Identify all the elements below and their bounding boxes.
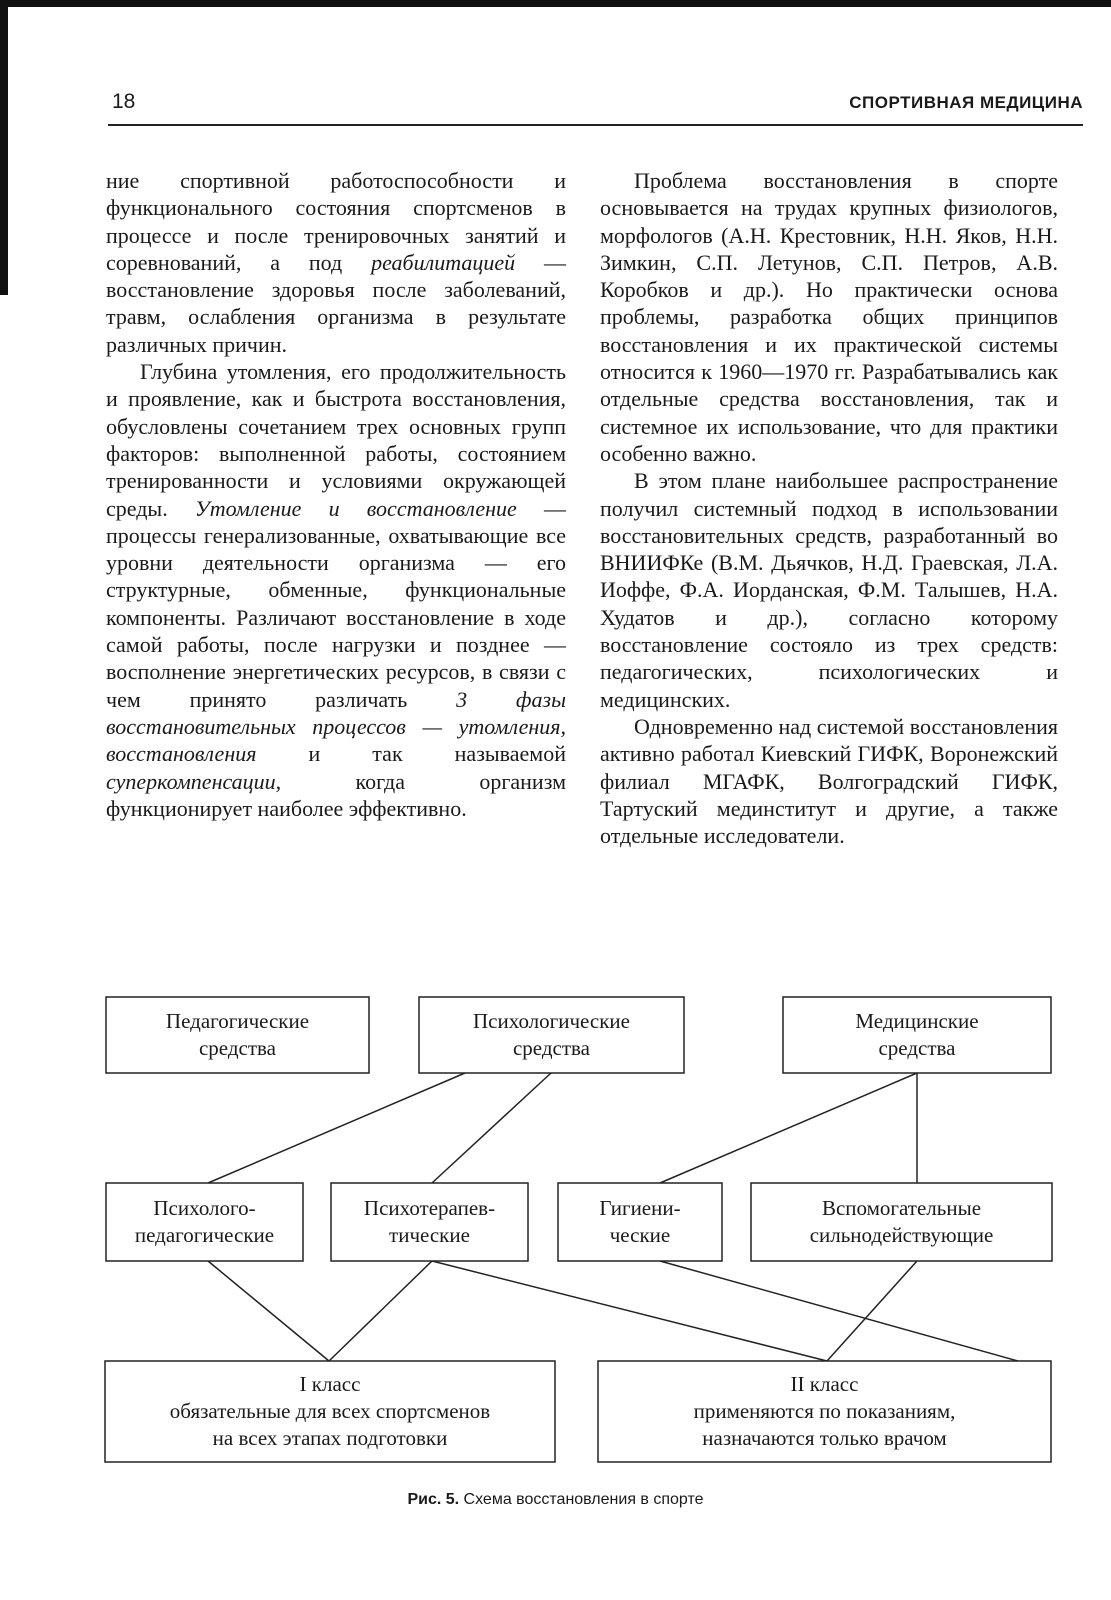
paragraph: В этом плане наибольшее распространение получил системный подход в использовании восстановительных средств, разработанный во ВНИИФКе (В.М. Дьячков, Н.Д. Граевская, Л.А. Иоффе, Ф.А. Иорданская, Ф.М. Талышев, Н.А. Худатов и др.), согласно которому восстановление состояло из трех средств: педагогических, психологических и медицинских. <box>600 468 1058 712</box>
box-label: Гигиени- <box>599 1196 681 1220</box>
box-auxiliary-potent <box>752 1184 1051 1260</box>
box-psychological-means <box>420 998 683 1072</box>
box-label: назначаются только врачом <box>702 1426 947 1450</box>
connector <box>432 1073 551 1183</box>
text-run: — восстановление здоровья после заболеваний, травм, ослабления организма в результате различных причин. <box>106 249 566 357</box>
box-label: тические <box>389 1223 470 1247</box>
box-pedagogical-means <box>107 998 368 1072</box>
figure-caption <box>0 1491 1111 1509</box>
paragraph: Одновременно над системой восстановления активно работал Киевский ГИФК, Воронежский филиал МГАФК, Волгоградский ГИФК, Тартуский мединститут и другие, а также отдельные исследователи. <box>600 713 1058 849</box>
connector <box>208 1261 329 1361</box>
connector <box>329 1261 432 1361</box>
caption-label: Рис. 5. <box>407 1491 460 1508</box>
box-label: I класс <box>299 1372 361 1396</box>
box-label: средства <box>512 1036 590 1060</box>
text-run: — процессы генерализованные, охватывающие все уровни деятельности организма — его структурные, обменные, функциональные компоненты. Различают восстановление в ходе самой работы, после нагрузки и позднее — восполнение энергетических ресурсов, в связи с чем принято различать <box>106 495 566 712</box>
box-label: Педагогические <box>165 1009 310 1033</box>
box-label: применяются по показаниям, <box>693 1399 956 1423</box>
connector <box>660 1073 917 1183</box>
box-label: ческие <box>609 1223 671 1247</box>
box-label: II класс <box>790 1372 859 1396</box>
box-class-2 <box>599 1362 1050 1461</box>
box-label: Психологические <box>473 1009 630 1033</box>
box-label: педагогические <box>134 1223 275 1247</box>
connector <box>432 1261 827 1361</box>
box-psychotherapeutic <box>332 1184 527 1260</box>
box-label: Психолого- <box>153 1196 256 1220</box>
box-medical-means <box>784 998 1050 1072</box>
connector <box>660 1261 1018 1361</box>
page-number: 18 <box>112 90 136 113</box>
box-label: на всех этапах подготовки <box>212 1426 448 1450</box>
text-run: ние спортивной работоспособности и функционального состояния спортсменов в процессе и после тренировочных занятий и соревнований, а под <box>106 168 566 275</box>
box-hygienic <box>559 1184 721 1260</box>
running-title: СПОРТИВНАЯ МЕДИЦИНА <box>849 93 1083 112</box>
text-run: когда организм функционирует наиболее эффективно. <box>106 768 566 821</box>
box-label: средства <box>878 1036 956 1060</box>
box-class-1 <box>106 1362 554 1461</box>
box-label: обязательные для всех спортсменов <box>169 1399 491 1423</box>
box-label: Психотерапев- <box>363 1196 496 1220</box>
connector <box>208 1073 465 1183</box>
box-label: сильнодействующие <box>809 1223 994 1247</box>
paragraph: Проблема восстановления в спорте основывается на трудах крупных физиологов, морфологов (А.Н. Крестовник, Н.Н. Яков, Н.Н. Зимкин, С.П. Летунов, С.П. Петров, А.В. Коробков и др.). Но практически основа проблемы, разработка общих принципов восстановления и их практической системы относится к 1960—1970 гг. Разрабатывались как отдельные средства восстановления, так и системное их использование, что для практики особенно важно. <box>600 168 1058 466</box>
box-psycho-pedagogical <box>107 1184 302 1260</box>
emphasis: 3 фазы восстановительных процессов — утомления, восстановления <box>106 686 566 767</box>
caption-text: Схема восстановления в спорте <box>459 1491 704 1508</box>
box-label: Медицинские <box>855 1009 979 1033</box>
text-run: Глубина утомления, его продолжительность и проявление, как и быстрота восстановления, обусловлены сочетанием трех основных групп факторов: выполненной работы, состоянием тренированности и условиями окружающей среды. <box>106 359 566 521</box>
emphasis: реабилитацией <box>371 249 516 275</box>
emphasis: Утомление и восстановление <box>194 495 517 521</box>
box-label: Вспомогательные <box>821 1196 982 1220</box>
box-label: средства <box>198 1036 276 1060</box>
text-run: и так называемой <box>256 741 566 767</box>
emphasis: суперкомпенсации, <box>106 768 282 794</box>
